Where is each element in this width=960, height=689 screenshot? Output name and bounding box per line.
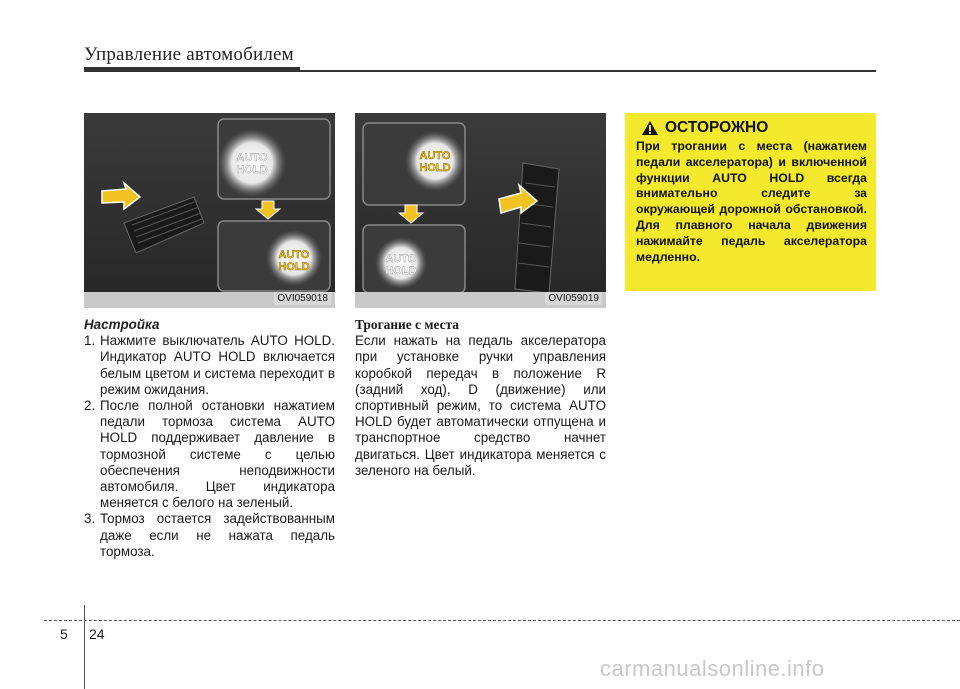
header-title: Управление автомобилем bbox=[84, 44, 294, 65]
footer-rule bbox=[44, 620, 960, 621]
page-number: 24 bbox=[89, 626, 105, 642]
accelerator-pedal-illustration bbox=[355, 113, 606, 308]
start-section bbox=[355, 317, 606, 479]
warning-title: ОСТОРОЖНО bbox=[665, 119, 769, 136]
svg-text:HOLD: HOLD bbox=[278, 261, 310, 273]
figure-brake-pedal bbox=[84, 113, 335, 308]
setup-section bbox=[84, 317, 335, 560]
setup-step bbox=[84, 511, 335, 560]
start-title: Трогание с места bbox=[355, 317, 459, 332]
header-rule-thin bbox=[84, 70, 876, 72]
step-text: Тормоз остается задействованным даже если не нажата педаль тормоза. bbox=[100, 511, 335, 559]
step-number: 3. bbox=[84, 511, 96, 527]
brake-pedal-illustration bbox=[84, 113, 335, 308]
svg-text:HOLD: HOLD bbox=[419, 162, 451, 174]
svg-text:AUTO: AUTO bbox=[419, 150, 451, 162]
start-text: Если нажать на педаль акселератора при установке ручки управления коробкой передач в положение R (задний ход), D (движение) или спортивный режим, то система AUTO HOLD будет автоматически отпущена и транспортное средство начнет двигаться. Цвет индикатора меняется с зеленого на белый. bbox=[355, 333, 606, 478]
svg-text:AUTO: AUTO bbox=[385, 253, 417, 265]
figure-code-label: OVI059019 bbox=[545, 292, 602, 305]
svg-text:HOLD: HOLD bbox=[236, 164, 268, 176]
setup-step bbox=[84, 398, 335, 511]
warning-text: При трогании с места (нажатием педали акселератора) и включенной функции AUTO HOLD всегда внимательно следите за окружающей дорожной обстановкой. Для плавного начала движения нажимайте педаль акселератора медленно. bbox=[636, 139, 867, 264]
step-number: 1. bbox=[84, 333, 96, 349]
section-number: 5 bbox=[60, 626, 68, 642]
figure-code-label: OVI059018 bbox=[274, 292, 331, 305]
step-number: 2. bbox=[84, 398, 96, 414]
warning-header bbox=[641, 119, 867, 137]
figure-accelerator-pedal bbox=[355, 113, 606, 308]
warning-triangle-icon bbox=[641, 120, 659, 136]
setup-step bbox=[84, 333, 335, 398]
step-text: После полной остановки нажатием педали тормоза система AUTO HOLD поддерживает давление в тормозной системе с целью обеспечения неподвижности автомобиля. Цвет индикатора меняется с белого на зеленый. bbox=[100, 398, 335, 511]
svg-text:AUTO: AUTO bbox=[236, 152, 268, 164]
warning-box bbox=[625, 113, 876, 291]
footer-divider bbox=[84, 605, 85, 689]
setup-title: Настройка bbox=[84, 317, 160, 332]
watermark: carmanualsonline.info bbox=[600, 656, 825, 681]
svg-text:AUTO: AUTO bbox=[278, 249, 310, 261]
svg-text:HOLD: HOLD bbox=[385, 265, 417, 277]
step-text: Нажмите выключатель AUTO HOLD. Индикатор AUTO HOLD включается белым цветом и система переходит в режим ожидания. bbox=[100, 333, 335, 397]
